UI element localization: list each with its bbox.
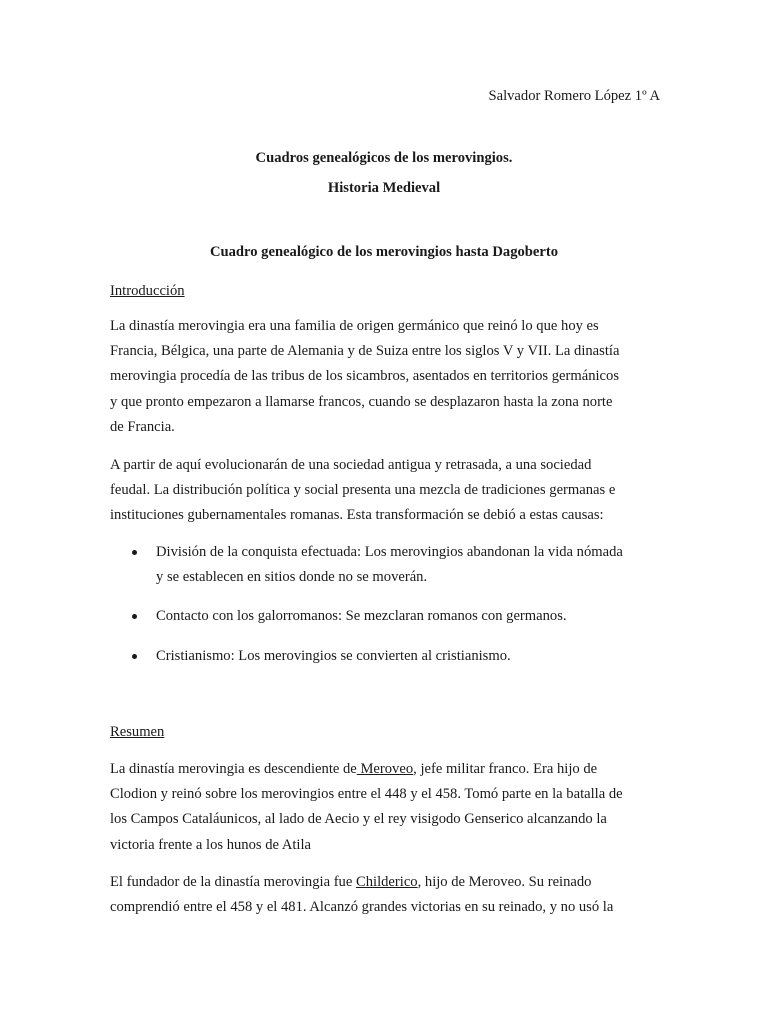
text-segment: , hijo de Meroveo. Su reinado	[417, 874, 592, 890]
text-line	[110, 757, 662, 782]
text-line: División de la conquista efectuada: Los merovingios abandonan la vida nómada	[156, 544, 623, 560]
author-line: Salvador Romero López 1º A	[488, 88, 660, 104]
bullet-dot-icon	[132, 654, 137, 659]
text-line: A partir de aquí evolucionarán de una sociedad antigua y retrasada, a una sociedad	[110, 457, 592, 473]
text-line	[110, 870, 662, 895]
resumen-paragraph-2	[110, 870, 662, 920]
text-segment: El fundador de la dinastía merovingia fue	[110, 874, 356, 890]
text-line: La dinastía merovingia era una familia de origen germánico que reinó lo que hoy es	[110, 318, 599, 334]
section-title: Cuadro genealógico de los merovingios hasta Dagoberto	[209, 244, 559, 260]
text-line: los Campos Cataláunicos, al lado de Aecio y el rey visigodo Genserico alcanzando la	[110, 811, 607, 828]
text-segment: La dinastía merovingia es descendiente de	[110, 761, 357, 777]
bullet-dot-icon	[132, 614, 137, 619]
heading-introduccion: Introducción	[110, 283, 185, 299]
intro-paragraph-2	[110, 453, 662, 529]
text-segment: , jefe militar franco. Era hijo de	[413, 761, 598, 777]
text-line: Contacto con los galorromanos: Se mezclaran romanos con germanos.	[156, 608, 567, 624]
text-line: Cristianismo: Los merovingios se convierten al cristianismo.	[156, 648, 511, 664]
heading-resumen: Resumen	[110, 724, 165, 740]
childerico-link[interactable]: Childerico	[356, 874, 418, 890]
text-line: Francia, Bélgica, una parte de Alemania y de Suiza entre los siglos V y VII. La dinastía	[110, 343, 620, 360]
document-title: Cuadros genealógicos de los merovingios.	[255, 150, 513, 166]
text-line: Clodion y reinó sobre los merovingios entre el 448 y el 458. Tomó parte en la batalla de	[110, 786, 623, 803]
meroveo-link[interactable]: Meroveo	[356, 761, 414, 777]
bullet-dot-icon	[132, 550, 137, 555]
intro-paragraph-1	[110, 314, 662, 440]
text-line: feudal. La distribución política y social presenta una mezcla de tradiciones germanas e	[110, 482, 616, 499]
text-line: instituciones gubernamentales romanas. Esta transformación se debió a estas causas:	[110, 507, 604, 524]
resumen-paragraph-1	[110, 757, 662, 858]
text-line: victoria frente a los hunos de Atila	[110, 836, 312, 853]
text-line: y se establecen en sitios donde no se moverán.	[156, 569, 428, 586]
text-line: y que pronto empezaron a llamarse francos, cuando se desplazaron hasta la zona norte	[110, 393, 613, 410]
text-line: merovingia procedía de las tribus de los sicambros, asentados en territorios germánicos	[110, 368, 620, 385]
document-subject: Historia Medieval	[327, 180, 441, 196]
text-line: de Francia.	[110, 418, 175, 435]
text-line: comprendió entre el 458 y el 481. Alcanzó grandes victorias en su reinado, y no usó la	[110, 899, 614, 916]
